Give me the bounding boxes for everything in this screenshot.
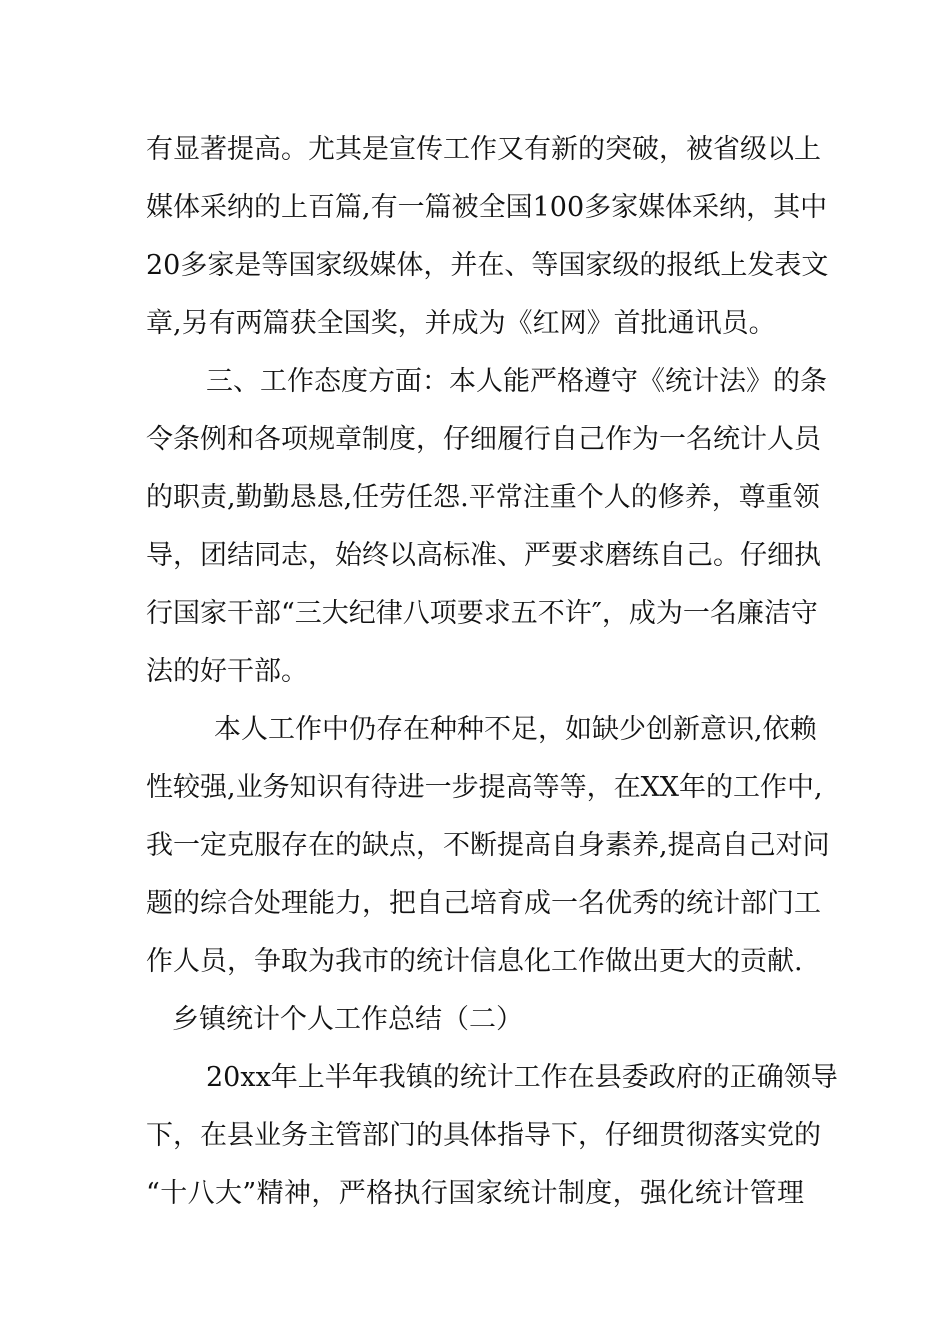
paragraph-2-line-2: 令条例和各项规章制度，仔细履行自己作为一名统计人员 [146, 424, 821, 455]
section-title: 乡镇统计个人工作总结（二） [172, 1004, 523, 1035]
paragraph-3-line-3: 我一定克服存在的缺点，不断提高自身素养,提高自己对问 [146, 830, 830, 861]
paragraph-3-line-2: 性较强,业务知识有待进一步提高等等，在XX年的工作中, [146, 772, 823, 803]
paragraph-1-line-1: 有显著提高。尤其是宣传工作又有新的突破，被省级以上 [146, 134, 821, 165]
paragraph-3-line-4: 题的综合处理能力，把自己培育成一名优秀的统计部门工 [146, 888, 821, 919]
paragraph-4-line-1: 20xx年上半年我镇的统计工作在县委政府的正确领导 [206, 1062, 838, 1093]
paragraph-1-line-3: 20多家是等国家级媒体，并在、等国家级的报纸上发表文 [146, 250, 829, 281]
paragraph-4-line-2: 下，在县业务主管部门的具体指导下，仔细贯彻落实党的 [146, 1120, 821, 1151]
paragraph-1-line-2: 媒体采纳的上百篇,有一篇被全国100多家媒体采纳，其中 [146, 192, 828, 223]
paragraph-2-line-3: 的职责,勤勤恳恳,任劳任怨.平常注重个人的修养，尊重领 [146, 482, 820, 513]
paragraph-2-line-5: 行国家干部“三大纪律八项要求五不许″，成为一名廉洁守 [146, 598, 818, 629]
paragraph-2-line-1: 三、工作态度方面：本人能严格遵守《统计法》的条 [206, 366, 827, 397]
paragraph-3-line-5: 作人员，争取为我市的统计信息化工作做出更大的贡献. [146, 946, 803, 977]
paragraph-3-line-1: 本人工作中仍存在种种不足，如缺少创新意识,依赖 [214, 714, 817, 745]
paragraph-2-line-4: 导，团结同志，始终以高标准、严要求磨练自己。仔细执 [146, 540, 821, 571]
paragraph-1-line-4: 章,另有两篇获全国奖，并成为《红网》首批通讯员。 [146, 308, 776, 339]
paragraph-4-line-3: “十八大”精神，严格执行国家统计制度，强化统计管理 [146, 1178, 804, 1209]
paragraph-2-line-6: 法的好干部。 [146, 656, 308, 687]
